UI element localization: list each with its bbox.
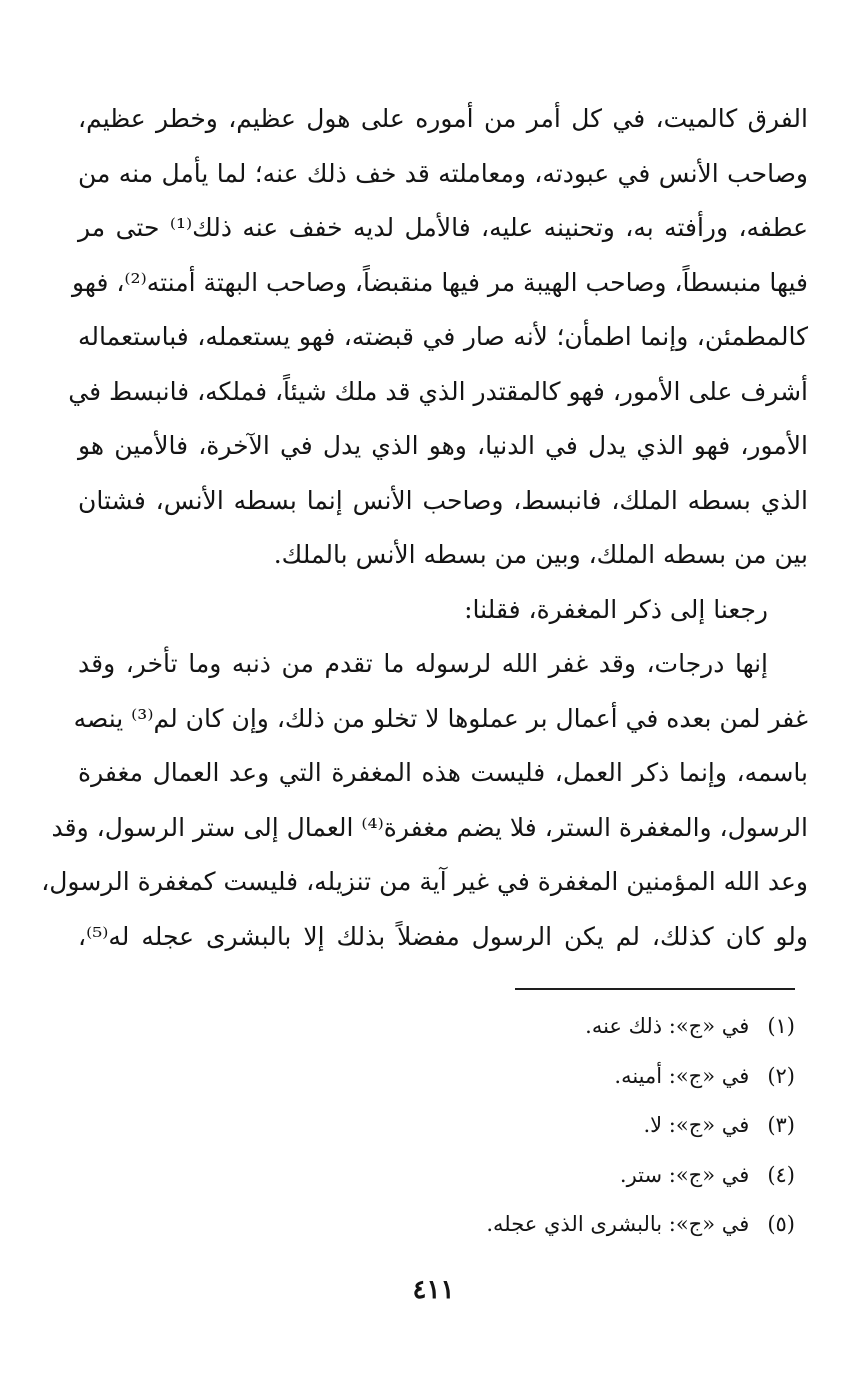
text-line: الفرق كالميت، في كل أمر من أموره على هول عظيم، وخطر عظيم، (78, 104, 808, 133)
footnote-text: في «ج»: بالبشرى الذي عجله. (486, 1212, 750, 1236)
footnote-number: (٥) (767, 1212, 795, 1236)
text-line: الذي بسطه الملك، فانبسط، وصاحب الأنس إنما بسطه الأنس، فشتان (78, 485, 808, 515)
text-line: باسمه، وإنما ذكر العمل، فليست هذه المغفرة التي وعد العمال مغفرة (78, 758, 808, 787)
text-line: رجعنا إلى ذكر المغفرة، فقلنا: (464, 594, 768, 624)
text-line: إنها درجات، وقد غفر الله لرسوله ما تقدم من ذنبه وما تأخر، وقد (78, 649, 768, 678)
footnote-text: في «ج»: أمينه. (614, 1063, 750, 1088)
text-line: الأمور، فهو الذي يدل في الدنيا، وهو الذي يدل في الآخرة، فالأمين هو (78, 431, 808, 460)
footnote (95, 1101, 795, 1151)
footnote-number: (٤) (767, 1162, 795, 1187)
footnote-text: في «ج»: ستر. (619, 1162, 750, 1187)
text-line: ولو كان كذلك، لم يكن الرسول مفضلاً بذلك إلا بالبشرى عجله له⁽⁵⁾، (78, 921, 808, 951)
footnote (95, 1200, 795, 1250)
text-line: الرسول، والمغفرة الستر، فلا يضم مغفرة⁽⁴⁾ العمال إلى ستر الرسول، وقد (51, 812, 808, 842)
text-line: أشرف على الأمور، فهو كالمقتدر الذي قد ملك شيئاً، فملكه، فانبسط في (68, 376, 808, 406)
footnote-number: (٢) (767, 1063, 795, 1088)
text-line: عطفه، ورأفته به، وتحنينه عليه، فالأمل لديه خفف عنه ذلك⁽¹⁾ حتى مر (78, 213, 809, 242)
page-number: ٤١١ (412, 1275, 455, 1305)
footnote-divider (515, 988, 795, 990)
footnote (95, 1002, 795, 1052)
footnote-text: في «ج»: ذلك عنه. (585, 1014, 750, 1038)
text-line: بين من بسطه الملك، وبين من بسطه الأنس بالملك. (273, 540, 808, 569)
footnotes (95, 1002, 795, 1250)
footnote-text: في «ج»: لا. (643, 1113, 750, 1137)
main-text (41, 92, 809, 964)
text-line: فيها منبسطاً، وصاحب الهيبة مر فيها منقبضاً، وصاحب البهتة أمنته⁽²⁾، فهو (72, 267, 808, 297)
footnote (95, 1151, 795, 1201)
text-line: كالمطمئن، وإنما اطمأن؛ لأنه صار في قبضته، فهو يستعمله، فباستعماله (78, 322, 808, 351)
footnote-number: (٣) (767, 1113, 795, 1137)
text-line: غفر لمن بعده في أعمال بر عملوها لا تخلو من ذلك، وإن كان لم⁽³⁾ ينصه (73, 703, 808, 733)
footnote-number: (١) (767, 1014, 795, 1038)
text-line: وعد الله المؤمنين المغفرة في غير آية من تنزيله، فليست كمغفرة الرسول، (41, 867, 808, 896)
footnote (95, 1052, 795, 1102)
text-line: وصاحب الأنس في عبودته، ومعاملته قد خف ذلك عنه؛ لما يأمل منه من (78, 158, 808, 188)
